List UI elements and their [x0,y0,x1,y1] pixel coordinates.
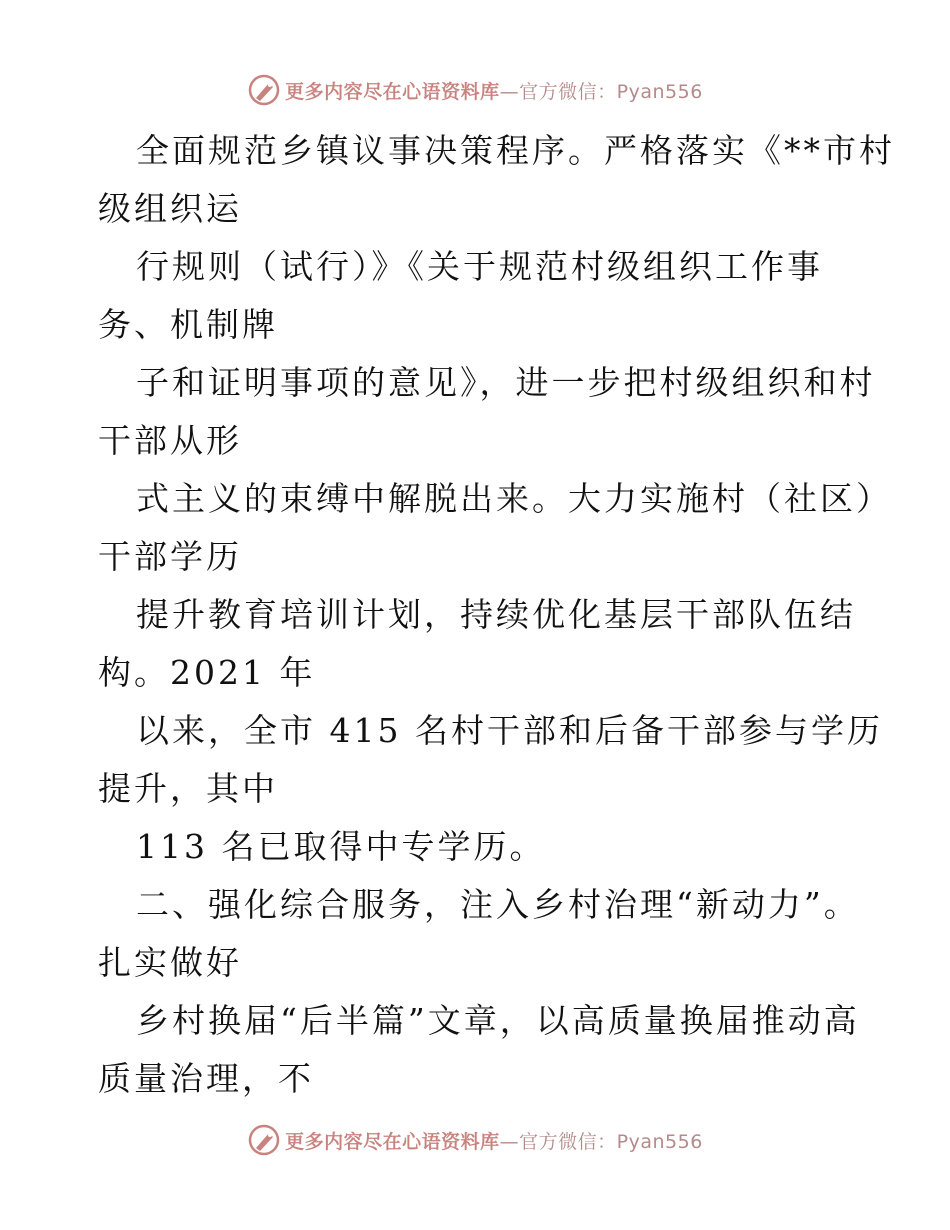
text-line: 提升教育培训计划，持续优化基层干部队伍结 [136,595,856,634]
footer-watermark [0,1120,950,1160]
watermark-separator: — [499,80,520,103]
text-line: 提升，其中 [98,769,278,808]
text-line: 构。2021 年 [98,653,316,692]
text-line: 干部学历 [98,537,242,576]
text-line: 式主义的束缚中解脱出来。大力实施村（社区） [136,479,892,518]
pen-nib-seal-icon [247,1123,281,1157]
text-line: 扎实做好 [98,943,242,982]
text-line: 质量治理，不 [98,1059,314,1098]
text-line: 子和证明事项的意见》，进一步把村级组织和村 [136,363,876,402]
watermark-contact-text: 官方微信：Pyan556 [519,1130,703,1153]
watermark-site-text: 更多内容尽在心语资料库 [285,80,500,103]
text-line: 全面规范乡镇议事决策程序。严格落实《**市村 [136,131,895,170]
text-line: 干部从形 [98,421,242,460]
watermark-text [285,1127,703,1154]
pen-nib-seal-icon [247,73,281,107]
watermark-text [285,77,703,104]
watermark-separator: — [499,1130,520,1153]
text-line: 乡村换届“后半篇”文章，以高质量换届推动高 [136,1001,860,1040]
text-line: 二、强化综合服务，注入乡村治理“新动力”。 [136,885,860,924]
document-body [98,122,895,1108]
text-line: 113 名已取得中专学历。 [136,827,546,866]
header-watermark [0,70,950,110]
text-line: 以来，全市 415 名村干部和后备干部参与学历 [136,711,883,750]
text-line: 级组织运 [98,189,242,228]
watermark-site-text: 更多内容尽在心语资料库 [285,1130,500,1153]
text-line: 务、机制牌 [98,305,278,344]
watermark-contact-text: 官方微信：Pyan556 [519,80,703,103]
text-line: 行规则（试行）》《关于规范村级组织工作事 [136,247,823,286]
